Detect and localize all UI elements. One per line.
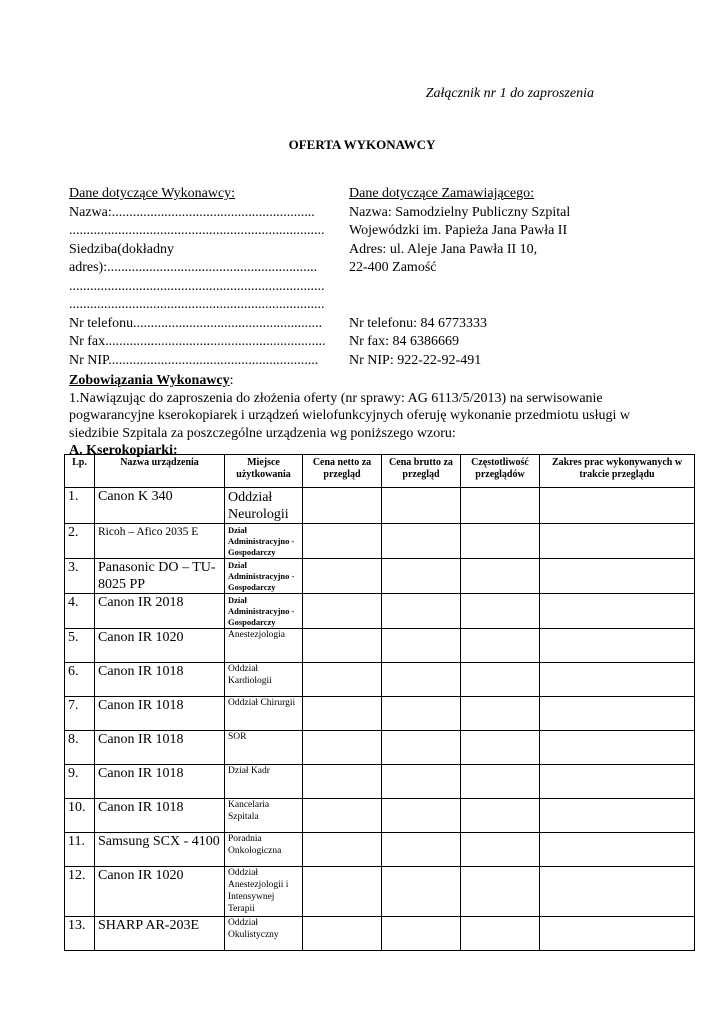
client-address: Adres: ul. Aleje Jana Pawła II 10, xyxy=(349,241,538,257)
cell-frequency[interactable] xyxy=(461,799,540,833)
cell-scope[interactable] xyxy=(540,559,695,594)
cell-gross-price[interactable] xyxy=(382,731,461,765)
table-header-row xyxy=(65,455,695,488)
table-row xyxy=(65,799,695,833)
obligations-heading: Zobowiązania Wykonawcy xyxy=(69,373,230,388)
row-place: Anestezjologia xyxy=(225,629,303,663)
cell-scope[interactable] xyxy=(540,594,695,629)
row-lp: 6. xyxy=(65,663,95,697)
row-lp: 10. xyxy=(65,799,95,833)
client-phone: Nr telefonu: 84 6773333 xyxy=(349,315,488,331)
cell-scope[interactable] xyxy=(540,488,695,524)
cell-net-price[interactable] xyxy=(303,867,382,917)
row-lp: 7. xyxy=(65,697,95,731)
client-nip: Nr NIP: 922-22-92-491 xyxy=(349,352,482,368)
row-place: Dział Administracyjno - Gospodarczy xyxy=(225,559,303,594)
row-place: Oddział Chirurgii xyxy=(225,697,303,731)
cell-gross-price[interactable] xyxy=(382,488,461,524)
devices-table xyxy=(64,454,695,951)
cell-scope[interactable] xyxy=(540,917,695,951)
row-place: SOR xyxy=(225,731,303,765)
section-title: A. Kserokopiarki: xyxy=(69,443,178,458)
obligations-heading-colon: : xyxy=(229,373,234,388)
cell-net-price[interactable] xyxy=(303,833,382,867)
contractor-details xyxy=(69,185,341,370)
table-row xyxy=(65,629,695,663)
client-heading: Dane dotyczące Zamawiającego: xyxy=(349,186,535,201)
cell-scope[interactable] xyxy=(540,833,695,867)
header-frequency: Częstotliwość przeglądów xyxy=(461,455,540,488)
header-gross-price: Cena brutto za przegląd xyxy=(382,455,461,488)
cell-frequency[interactable] xyxy=(461,488,540,524)
row-device: Panasonic DO – TU-8025 PP xyxy=(95,559,225,594)
obligations-section xyxy=(69,372,669,460)
cell-gross-price[interactable] xyxy=(382,524,461,559)
client-details xyxy=(349,185,649,370)
table-row xyxy=(65,594,695,629)
cell-frequency[interactable] xyxy=(461,833,540,867)
row-device: Canon IR 1020 xyxy=(95,867,225,917)
client-address-cont: 22-400 Zamość xyxy=(349,260,437,275)
cell-net-price[interactable] xyxy=(303,559,382,594)
cell-net-price[interactable] xyxy=(303,731,382,765)
cell-frequency[interactable] xyxy=(461,867,540,917)
cell-frequency[interactable] xyxy=(461,559,540,594)
obligations-paragraph: 1.Nawiązując do zaproszenia do złożenia oferty (nr sprawy: AG 6113/5/2013) na serwisowanie pogwarancyjne kserokopiarek i urządzeń wielofunkcyjnych oferuję wykonanie przedmiotu usługi w siedzibie Szpitala za poszczególne urządzenia wg poniższego wzoru: xyxy=(69,390,630,441)
row-place: Oddział Okulistyczny xyxy=(225,917,303,951)
contractor-heading: Dane dotyczące Wykonawcy: xyxy=(69,186,236,201)
table-row xyxy=(65,833,695,867)
row-device: Canon K 340 xyxy=(95,488,225,524)
row-place: Oddział Neurologii xyxy=(225,488,303,524)
cell-net-price[interactable] xyxy=(303,594,382,629)
cell-scope[interactable] xyxy=(540,799,695,833)
table-row xyxy=(65,731,695,765)
cell-net-price[interactable] xyxy=(303,917,382,951)
row-place: Kancelaria Szpitala xyxy=(225,799,303,833)
row-device: Canon IR 1018 xyxy=(95,765,225,799)
client-fax: Nr fax: 84 6386669 xyxy=(349,334,460,349)
row-device: Ricoh – Afico 2035 E xyxy=(95,524,225,559)
row-lp: 9. xyxy=(65,765,95,799)
cell-scope[interactable] xyxy=(540,731,695,765)
row-place: Oddział Anestezjologii i Intensywnej Terapii xyxy=(225,867,303,917)
table-row xyxy=(65,524,695,559)
row-place: Poradnia Onkologiczna xyxy=(225,833,303,867)
cell-gross-price[interactable] xyxy=(382,594,461,629)
cell-scope[interactable] xyxy=(540,629,695,663)
cell-gross-price[interactable] xyxy=(382,697,461,731)
row-lp: 1. xyxy=(65,488,95,524)
cell-net-price[interactable] xyxy=(303,663,382,697)
row-device: Canon IR 1018 xyxy=(95,663,225,697)
cell-gross-price[interactable] xyxy=(382,559,461,594)
table-row xyxy=(65,488,695,524)
page-title: OFERTA WYKONAWCY xyxy=(288,137,436,152)
cell-scope[interactable] xyxy=(540,663,695,697)
cell-scope[interactable] xyxy=(540,765,695,799)
client-name: Nazwa: Samodzielny Publiczny Szpital xyxy=(349,204,571,220)
cell-frequency[interactable] xyxy=(461,765,540,799)
table-row xyxy=(65,663,695,697)
cell-scope[interactable] xyxy=(540,867,695,917)
cell-net-price[interactable] xyxy=(303,799,382,833)
row-lp: 8. xyxy=(65,731,95,765)
cell-net-price[interactable] xyxy=(303,765,382,799)
cell-gross-price[interactable] xyxy=(382,629,461,663)
row-lp: 2. xyxy=(65,524,95,559)
cell-net-price[interactable] xyxy=(303,629,382,663)
row-place: Dział Administracyjno - Gospodarczy xyxy=(225,524,303,559)
annex-label: Załącznik nr 1 do zaproszenia xyxy=(425,86,594,101)
table-row xyxy=(65,697,695,731)
cell-frequency[interactable] xyxy=(461,524,540,559)
row-lp: 3. xyxy=(65,559,95,594)
header-place: Miejsce użytkowania xyxy=(225,455,303,488)
contractor-nip: Nr NIP............................................................ xyxy=(69,352,319,368)
header-net-price: Cena netto za przegląd xyxy=(303,455,382,488)
row-place: Dział Administracyjno - Gospodarczy xyxy=(225,594,303,629)
cell-scope[interactable] xyxy=(540,524,695,559)
cell-frequency[interactable] xyxy=(461,594,540,629)
cell-gross-price[interactable] xyxy=(382,799,461,833)
header-scope: Zakres prac wykonywanych w trakcie przeglądu xyxy=(540,455,695,488)
contractor-phone: Nr telefonu...................................................... xyxy=(69,315,323,331)
cell-gross-price[interactable] xyxy=(382,867,461,917)
cell-gross-price[interactable] xyxy=(382,765,461,799)
row-device: Canon IR 2018 xyxy=(95,594,225,629)
row-place: Dział Kadr xyxy=(225,765,303,799)
contractor-address-cont: ......................................................................... xyxy=(69,278,325,294)
contractor-fax: Nr fax............................................................... xyxy=(69,334,326,349)
row-device: Samsung SCX - 4100 xyxy=(95,833,225,867)
row-device: Canon IR 1018 xyxy=(95,697,225,731)
cell-net-price[interactable] xyxy=(303,524,382,559)
row-lp: 12. xyxy=(65,867,95,917)
table-row xyxy=(65,765,695,799)
cell-gross-price[interactable] xyxy=(382,833,461,867)
client-name-cont: Wojewódzki im. Papieża Jana Pawła II xyxy=(349,223,568,238)
header-lp: Lp. xyxy=(65,455,95,488)
cell-frequency[interactable] xyxy=(461,731,540,765)
row-lp: 13. xyxy=(65,917,95,951)
cell-gross-price[interactable] xyxy=(382,917,461,951)
header-device: Nazwa urządzenia xyxy=(95,455,225,488)
row-lp: 5. xyxy=(65,629,95,663)
cell-frequency[interactable] xyxy=(461,663,540,697)
contractor-address-cont: ......................................................................... xyxy=(69,297,325,312)
row-lp: 11. xyxy=(65,833,95,867)
cell-scope[interactable] xyxy=(540,697,695,731)
contractor-seat: Siedziba(dokładny xyxy=(69,241,174,257)
contractor-name: Nazwa:.......................................................... xyxy=(69,204,315,220)
cell-frequency[interactable] xyxy=(461,917,540,951)
row-device: Canon IR 1020 xyxy=(95,629,225,663)
row-device: SHARP AR-203E xyxy=(95,917,225,951)
cell-frequency[interactable] xyxy=(461,697,540,731)
cell-frequency[interactable] xyxy=(461,629,540,663)
cell-gross-price[interactable] xyxy=(382,663,461,697)
table-row xyxy=(65,559,695,594)
contractor-address: adres):............................................................ xyxy=(69,260,318,275)
row-place: Oddział Kardiologii xyxy=(225,663,303,697)
table-row xyxy=(65,917,695,951)
contractor-name-cont: ......................................................................... xyxy=(69,223,325,238)
table-row xyxy=(65,867,695,917)
cell-net-price[interactable] xyxy=(303,697,382,731)
row-lp: 4. xyxy=(65,594,95,629)
cell-net-price[interactable] xyxy=(303,488,382,524)
row-device: Canon IR 1018 xyxy=(95,799,225,833)
row-device: Canon IR 1018 xyxy=(95,731,225,765)
